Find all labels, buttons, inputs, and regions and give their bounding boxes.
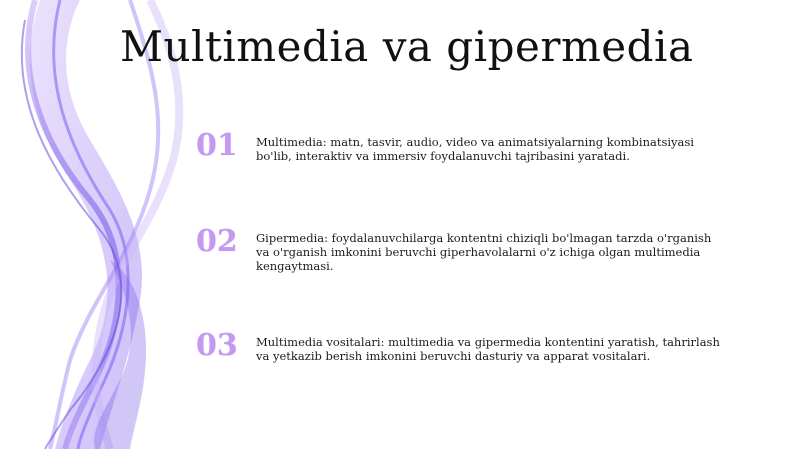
page-title: Multimedia va gipermedia	[120, 22, 694, 71]
item-text: Multimedia vositalari: multimedia va gipermedia kontentini yaratish, tahrirlash va yetkazib berish imkonini beruvchi dasturiy va apparat vositalari.	[256, 335, 720, 363]
list-item	[196, 328, 756, 363]
item-number: 01	[196, 128, 238, 163]
item-text: Gipermedia: foydalanuvchilarga kontentni chiziqli bo'lmagan tarzda o'rganish va o'rganish imkonini beruvchi giperhavolalarni o'z ichiga olgan multimedia kengaytmasi.	[256, 231, 712, 273]
item-text: Multimedia: matn, tasvir, audio, video va animatsiyalarning kombinatsiyasi bo'lib, interaktiv va immersiv foydalanuvchi tajribasini yaratadi.	[256, 135, 694, 163]
list-item	[196, 128, 756, 163]
list-item	[196, 224, 756, 273]
item-number: 02	[196, 224, 238, 259]
item-number: 03	[196, 328, 238, 363]
